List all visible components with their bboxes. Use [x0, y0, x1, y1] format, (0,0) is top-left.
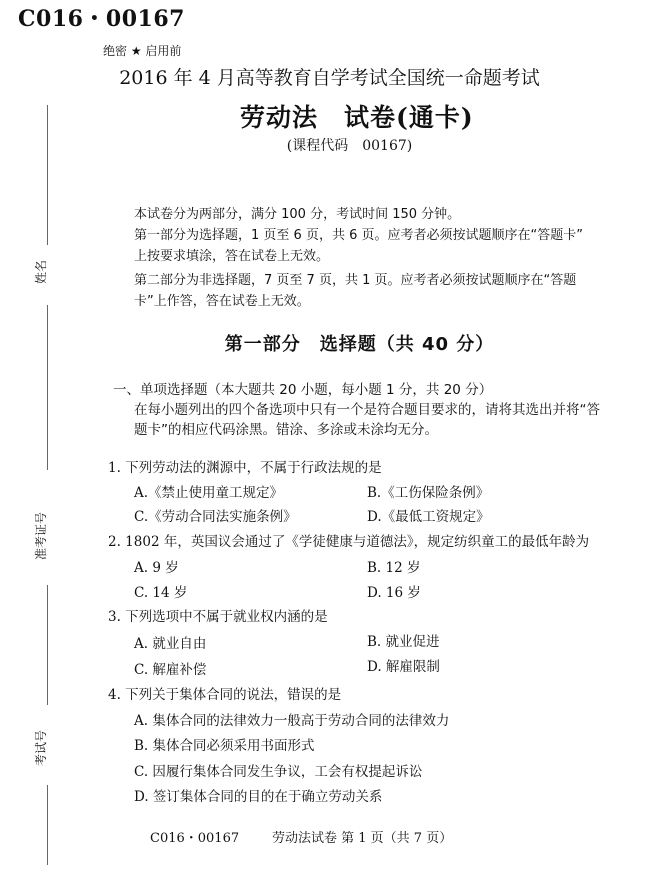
intro-line: 第二部分为非选择题，7 页至 7 页，共 1 页。应考者必须按试题顺序在“答题: [134, 273, 577, 288]
footer-page-number: 劳动法试卷 第 1 页（共 7 页）: [272, 831, 453, 846]
secret-label: 绝密 ★ 启用前: [103, 44, 182, 58]
option-text: C. 因履行集体合同发生争议，工会有权提起诉讼: [134, 764, 423, 780]
margin-line-3: [47, 585, 48, 705]
side-label-admission-no: 准考证号: [34, 511, 48, 560]
question-stem: 3. 下列选项中不属于就业权内涵的是: [108, 609, 328, 625]
option-text: C. 14 岁: [134, 585, 188, 601]
exam-code-header: C016・00167: [18, 6, 185, 32]
option-text: C. 解雇补偿: [134, 662, 207, 678]
option-text: B. 12 岁: [367, 560, 421, 576]
margin-line-1: [47, 105, 48, 245]
question-stem: 1. 下列劳动法的渊源中，不属于行政法规的是: [108, 460, 382, 476]
exam-title: 2016 年 4 月高等教育自学考试全国统一命题考试: [119, 67, 540, 89]
option-text: D. 解雇限制: [367, 659, 440, 675]
option-text: C.《劳动合同法实施条例》: [134, 509, 297, 525]
course-code: (课程代码 00167): [286, 138, 413, 154]
question-stem: 2. 1802 年，英国议会通过了《学徒健康与道德法》，规定纺织童工的最低年龄为: [108, 534, 590, 550]
option-text: B. 集体合同必须采用书面形式: [134, 738, 315, 754]
option-text: D. 16 岁: [367, 585, 421, 601]
option-text: A. 就业自由: [134, 636, 207, 652]
option-text: D. 签订集体合同的目的在于确立劳动关系: [134, 789, 383, 805]
option-text: A. 集体合同的法律效力一般高于劳动合同的法律效力: [134, 713, 450, 729]
part-heading: 一、单项选择题（本大题共 20 小题，每小题 1 分，共 20 分）: [113, 382, 493, 398]
option-text: D.《最低工资规定》: [367, 509, 490, 525]
intro-line: 卡”上作答，答在试卷上无效。: [134, 294, 310, 309]
side-label-seat-no: 考试号: [34, 729, 48, 766]
side-label-name: 姓名: [34, 259, 48, 284]
intro-line: 本试卷分为两部分，满分 100 分，考试时间 150 分钟。: [134, 207, 461, 222]
instruction-line: 题卡”的相应代码涂黑。错涂、多涂或未涂均无分。: [134, 422, 438, 438]
option-text: B.《工伤保险条例》: [367, 485, 490, 501]
instruction-line: 在每小题列出的四个备选项中只有一个是符合题目要求的，请将其选出并将“答: [134, 402, 600, 418]
option-text: B. 就业促进: [367, 634, 440, 650]
footer-exam-code: C016・00167: [150, 831, 240, 846]
option-text: A. 9 岁: [134, 560, 179, 576]
intro-line: 上按要求填涂，答在试卷上无效。: [134, 249, 330, 264]
option-text: A.《禁止使用童工规定》: [134, 485, 284, 501]
paper-title: 劳动法 试卷(通卡): [240, 103, 474, 132]
margin-line-4: [47, 785, 48, 865]
intro-line: 第一部分为选择题，1 页至 6 页，共 6 页。应考者必须按试题顺序在“答题卡”: [134, 228, 583, 243]
section-title: 第一部分 选择题（共 40 分）: [224, 334, 495, 355]
question-stem: 4. 下列关于集体合同的说法，错误的是: [108, 687, 342, 703]
